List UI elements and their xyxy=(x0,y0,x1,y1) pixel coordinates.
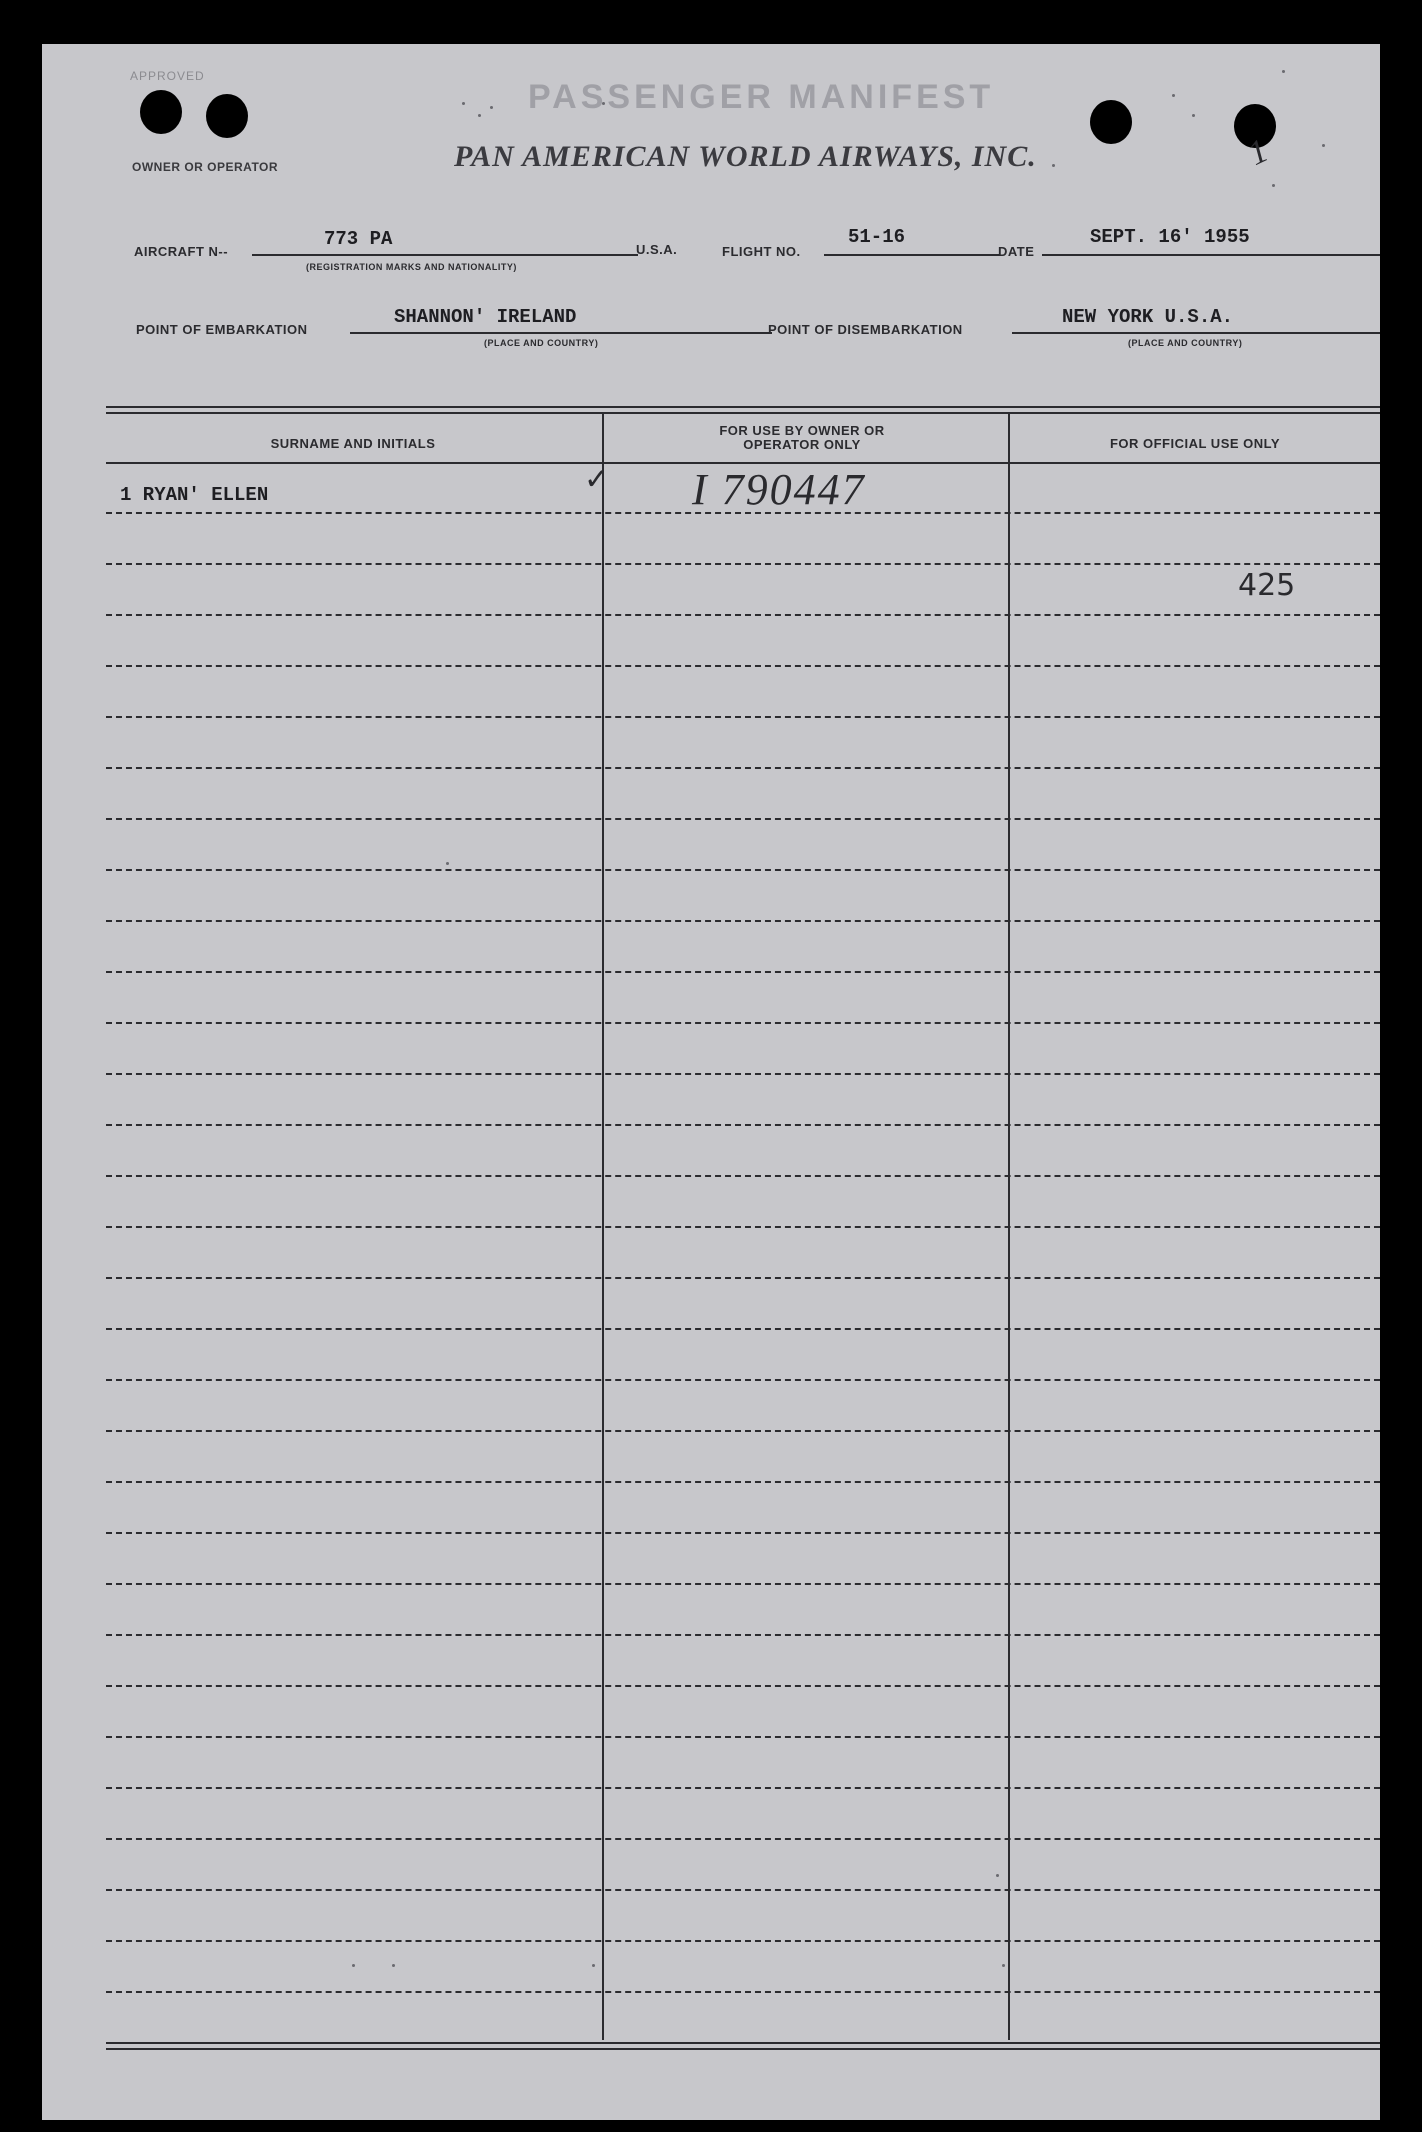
disembarkation-label: POINT OF DISEMBARKATION xyxy=(768,322,963,337)
table-row xyxy=(106,665,1380,667)
table-row xyxy=(106,716,1380,718)
table-row xyxy=(106,1736,1380,1738)
embarkation-value: SHANNON' IRELAND xyxy=(394,306,577,328)
table-row xyxy=(106,563,1380,565)
form-title: PASSENGER MANIFEST xyxy=(528,78,995,116)
date-value: SEPT. 16' 1955 xyxy=(1090,226,1250,248)
table-row xyxy=(106,1532,1380,1534)
column-header-official: FOR OFFICIAL USE ONLY xyxy=(1109,436,1281,451)
table-row xyxy=(106,1889,1380,1891)
pencil-mark: 1 xyxy=(1242,132,1274,173)
table-row xyxy=(106,1226,1380,1228)
disembarkation-sublabel: (PLACE AND COUNTRY) xyxy=(1128,338,1243,348)
flight-no-value: 51-16 xyxy=(848,226,906,248)
company-name: PAN AMERICAN WORLD AIRWAYS, INC. xyxy=(454,140,1037,173)
column-header-operator: FOR USE BY OWNER OR OPERATOR ONLY xyxy=(719,423,885,452)
table-row xyxy=(106,1634,1380,1636)
approved-stamp: APPROVED xyxy=(130,69,205,83)
flight-underline xyxy=(824,254,1000,256)
table-row xyxy=(106,1685,1380,1687)
embarkation-underline xyxy=(350,332,772,334)
official-stamp-number: 425 xyxy=(1238,568,1296,603)
disembarkation-value: NEW YORK U.S.A. xyxy=(1062,306,1234,328)
table-row xyxy=(106,1430,1380,1432)
table-top-rule xyxy=(106,412,1380,414)
table-row xyxy=(106,1073,1380,1075)
punch-hole xyxy=(206,94,248,138)
aircraft-underline xyxy=(252,254,638,256)
column-header-surname: SURNAME AND INITIALS xyxy=(270,436,436,451)
table-row xyxy=(106,1481,1380,1483)
date-underline xyxy=(1042,254,1380,256)
table-bottom-rule xyxy=(106,2042,1380,2044)
punch-hole xyxy=(140,90,182,134)
registration-sublabel: (REGISTRATION MARKS AND NATIONALITY) xyxy=(306,262,517,272)
manifest-page xyxy=(42,44,1380,2120)
flight-no-label: FLIGHT NO. xyxy=(722,244,801,259)
aircraft-label: AIRCRAFT N-- xyxy=(134,244,229,259)
table-row xyxy=(106,1124,1380,1126)
table-row xyxy=(106,1583,1380,1585)
usa-label: U.S.A. xyxy=(636,242,678,257)
table-row xyxy=(106,818,1380,820)
embarkation-label: POINT OF EMBARKATION xyxy=(136,322,308,337)
punch-hole xyxy=(1090,100,1132,144)
table-row xyxy=(106,767,1380,769)
table-row xyxy=(106,1838,1380,1840)
table-row xyxy=(106,1379,1380,1381)
table-row xyxy=(106,1175,1380,1177)
table-row xyxy=(106,1277,1380,1279)
aircraft-value: 773 PA xyxy=(324,228,393,250)
check-mark: ✓ xyxy=(584,462,610,497)
table-row xyxy=(106,1991,1380,1993)
table-row xyxy=(106,614,1380,616)
table-row xyxy=(106,869,1380,871)
table-row xyxy=(106,1022,1380,1024)
date-label: DATE xyxy=(998,244,1035,259)
table-row xyxy=(106,1787,1380,1789)
table-top-rule xyxy=(106,406,1380,408)
table-row xyxy=(106,920,1380,922)
table-row xyxy=(106,1940,1380,1942)
table-row xyxy=(106,971,1380,973)
passenger-name: 1 RYAN' ELLEN xyxy=(120,484,269,506)
table-bottom-rule xyxy=(106,2048,1380,2050)
owner-operator-label: OWNER OR OPERATOR xyxy=(132,160,279,174)
disembarkation-underline xyxy=(1012,332,1380,334)
operator-handwritten-number: I 790447 xyxy=(692,465,866,514)
embarkation-sublabel: (PLACE AND COUNTRY) xyxy=(484,338,599,348)
table-row xyxy=(106,1328,1380,1330)
